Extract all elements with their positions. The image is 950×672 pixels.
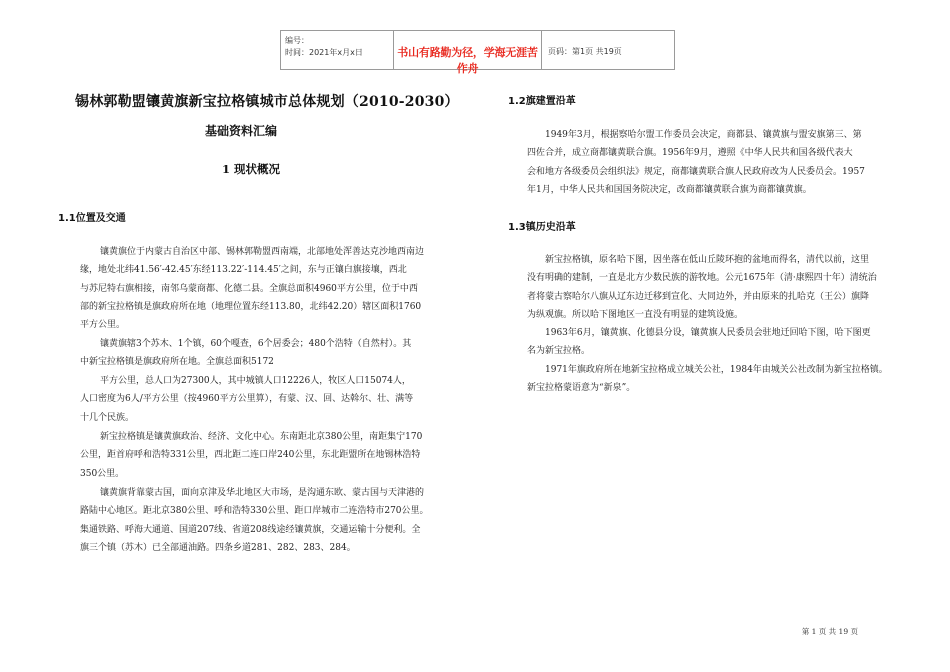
text-line: 镶黄旗辖3个苏木、1个镇，60个嘎查，6个居委会；480个浩特（自然村）。其 — [100, 339, 412, 349]
section-heading-1: 1 现状概况 — [222, 162, 281, 176]
text-line: 平方公里，总人口为27300人，其中城镇人口12226人，牧区人口15074人， — [100, 376, 411, 386]
paragraph — [527, 324, 871, 361]
section-heading-1-3: 1.3镇历史沿革 — [508, 222, 576, 233]
text-line: 1963年6月，镶黄旗、化德县分设，镶黄旗人民委员会驻地迁回哈下图，哈下图更 — [545, 328, 871, 338]
text-line: 人口密度为6人/平方公里（按4960平方公里算），有蒙、汉、回、达斡尔、壮、满等 — [80, 394, 414, 405]
page-header-box — [280, 30, 675, 75]
text-line: 集通铁路、呼海大通道、国道207线、省道208线途经镶黄旗，交通运输十分便利。全 — [80, 524, 421, 535]
paragraph — [527, 361, 888, 398]
text-line: 公里，距首府呼和浩特331公里，西北距二连口岸240公里，东北距盟所在地锡林浩特 — [80, 450, 421, 461]
page-footer: 第 1 页 共 19 页 — [801, 627, 858, 636]
text-line: 四佐合并，成立商都镶黄联合旗。1956年9月，遵照《中华人民共和国各级代表大 — [527, 148, 853, 159]
text-line: 新宝拉格镇，原名哈下图，因坐落在低山丘陵环抱的盆地而得名，清代以前，这里 — [545, 255, 870, 265]
text-line: 年1月，中华人民共和国国务院决定，改商都镶黄联合旗为商都镶黄旗。 — [527, 184, 812, 195]
paragraph — [80, 243, 424, 334]
text-line: 没有明确的建制，一直是北方少数民族的游牧地。公元1675年（清·康熙四十年）清统治 — [527, 273, 877, 284]
text-line: 名为新宝拉格。 — [527, 346, 591, 357]
text-line: 为纵观旗。所以哈下图地区一直没有明显的建筑设施。 — [527, 309, 744, 320]
text-line: 1971年旗政府所在地新宝拉格成立城关公社，1984年由城关公社改制为新宝拉格镇。 — [545, 365, 888, 375]
paragraph — [527, 251, 877, 324]
text-line: 中新宝拉格镇是旗政府所在地。全旗总面积5172 — [80, 357, 274, 368]
text-line: 与苏尼特右旗相接，南邻乌蒙商都、化德二县。全旗总面积4960平方公里，位于中西 — [80, 283, 418, 294]
text-line: 十几个民族。 — [80, 412, 135, 423]
header-number-label: 编号： — [285, 36, 309, 45]
section-heading-1-1: 1.1位置及交通 — [58, 213, 126, 224]
paragraph — [527, 126, 865, 199]
text-line: 镶黄旗背靠蒙古国，面向京津及华北地区大市场，是沟通东欧、蒙古国与天津港的 — [100, 488, 425, 498]
text-line: 者将蒙古察哈尔八旗从辽东边迁移到宣化、大同边外，并由原来的扎哈克（王公）旗降 — [527, 291, 870, 302]
paragraph — [80, 484, 429, 557]
text-line: 路陆中心地区。距北京380公里、呼和浩特330公里、距口岸城市二连浩特市270公里。 — [80, 506, 429, 517]
section-heading-1-2: 1.2旗建置沿革 — [508, 96, 576, 107]
paragraph — [80, 372, 413, 427]
paragraph — [80, 428, 422, 483]
header-motto: 书山有路勤为径，学海无涯苦作舟 — [394, 31, 542, 69]
header-page-label: 页码：第1页 共19页 — [548, 47, 622, 56]
text-line: 平方公里。 — [80, 320, 126, 331]
text-line: 新宝拉格蒙语意为“新泉”。 — [527, 383, 636, 394]
header-meta-cell — [281, 31, 394, 69]
paragraph — [80, 335, 411, 372]
text-line: 缘，地处北纬41.56′-42.45′东经113.22′-114.45′之间，东与正镶白旗接壤，西北 — [80, 265, 407, 276]
text-line: 1949年3月，根据察哈尔盟工作委员会决定，商都县、镶黄旗与盟安旗第三、第 — [545, 130, 862, 140]
text-line: 新宝拉格镇是镶黄旗政治、经济、文化中心。东南距北京380公里，南距集宁170 — [100, 432, 423, 442]
header-time-label: 时间：2021年x月x日 — [285, 48, 363, 57]
text-line: 350公里。 — [80, 468, 125, 479]
text-line: 镶黄旗位于内蒙古自治区中部、锡林郭勒盟西南端，北部地处浑善达克沙地西南边 — [100, 247, 425, 257]
document-title: 锡林郭勒盟镶黄旗新宝拉格镇城市总体规划（2010-2030） — [75, 94, 459, 110]
document-subtitle: 基础资料汇编 — [205, 124, 278, 138]
text-line: 旗三个镇（苏木）已全部通油路。四条乡道281、282、283、284。 — [80, 542, 356, 553]
text-line: 部的新宝拉格镇是旗政府所在地（地理位置东经113.80，北纬42.20）辖区面积1760 — [80, 301, 422, 312]
text-line: 会和地方各级委员会组织法》规定，商都镶黄联合旗人民政府改为人民委员会。1957 — [527, 166, 865, 177]
